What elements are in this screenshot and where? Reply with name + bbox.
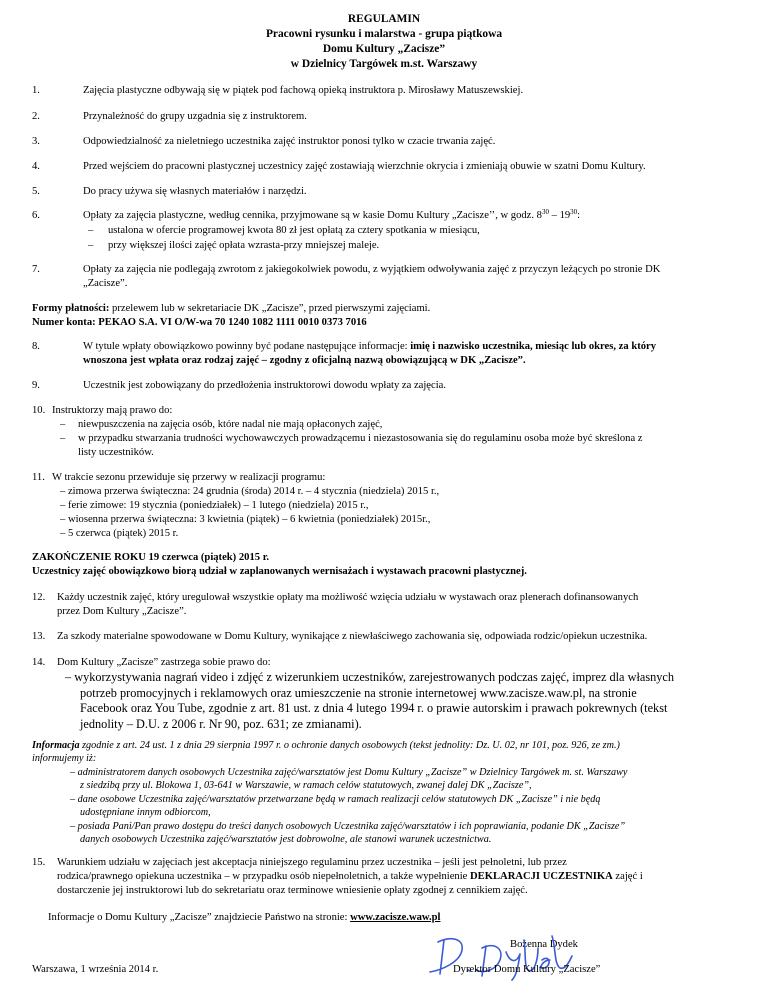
season-end: ZAKOŃCZENIE ROKU 19 czerwca (piątek) 2015 r. <box>32 552 270 563</box>
gdpr-info: Informacja zgodnie z art. 24 ust. 1 z dnia 29 sierpnia 1997 r. o ochronie danych osobowych (tekst jednolity: Dz. U. 02, nr 101, poz. 926, ze zm.) <box>32 740 620 751</box>
place-date: Warszawa, 1 września 2014 r. <box>32 964 159 975</box>
bullet-text: przy większej ilości zajęć opłata wzrasta-przy mniejszej maleje. <box>108 240 380 251</box>
item-text-cont: „Zacisze”. <box>83 278 128 289</box>
item-text: Odpowiedzialność za nieletniego uczestnika zajęć instruktor ponosi tylko w czacie trwania zajęć. <box>83 136 496 147</box>
signer-name: Bożenna Dydek <box>510 939 578 950</box>
bullet-dash: – <box>60 433 66 444</box>
bullet-text: w przypadku stwarzania trudności wychowawczych prowadzącemu i niezastosowania się do regulaminu osoba może być skreślona z <box>78 433 643 444</box>
header-subtitle: Pracowni rysunku i malarstwa - grupa piątkowa <box>265 28 503 40</box>
rights-text: – wykorzystywania nagrań video i zdjęć z wizerunkiem uczestników, zarejestrowanych podczas zajęć, imprez dla własnych <box>65 670 675 684</box>
gdpr-item: – administratorem danych osobowych Uczestnika zajęć/warsztatów jest Domu Kultury „Zacisze” w Dzielnicy Targówek m. st. Warszawy <box>70 767 628 778</box>
gdpr-info-cont: informujemy iż: <box>32 753 97 764</box>
website-info: Informacje o Domu Kultury „Zacisze” znajdziecie Państwo na stronie: www.zacisze.waw.pl <box>48 912 441 923</box>
bank-account: Numer konta: PEKAO S.A. VI O/W-wa 70 1240 1082 1111 0010 0373 7016 <box>32 317 367 328</box>
item-text: Uczestnik jest zobowiązany do przedłożenia instruktorowi dowodu wpłaty za zajęcia. <box>83 380 447 391</box>
bullet-text-cont: listy uczestników. <box>78 447 154 458</box>
item-text: Do pracy używa się własnych materiałów i narzędzi. <box>83 186 307 197</box>
item-number: 2. <box>32 111 40 122</box>
rights-text-cont: potrzeb promocyjnych i reklamowych oraz umieszczenie na stronie internetowej www.zacisze.waw.pl, na stronie <box>80 686 637 700</box>
item-number: 3. <box>32 136 40 147</box>
item-text-cont: rodzica/prawnego opiekuna uczestnika – w przypadku osób niepełnoletnich, a także wypełnienie DEKLARACJI UCZESTNIKA zajęć i <box>57 871 643 882</box>
break-item: – wiosenna przerwa świąteczna: 3 kwietnia (piątek) – 6 kwietnia (poniedziałek) 2015r., <box>60 514 431 525</box>
header-district: w Dzielnicy Targówek m.st. Warszawy <box>290 58 478 70</box>
item-text: Każdy uczestnik zajęć, który uregulował wszystkie opłaty ma możliwość wzięcia udziału w wystawach oraz plenerach dofinansowanych <box>57 592 639 603</box>
item-number: 6. <box>32 210 40 221</box>
item-number: 15. <box>32 857 46 868</box>
item-text: Warunkiem udziału w zajęciach jest akceptacja niniejszego regulaminu przez uczestnika – jeśli jest pełnoletni, lub przez <box>57 857 567 868</box>
item-text: Za szkody materialne spowodowane w Domu Kultury, wynikające z niewłaściwego zachowania się, odpowiada rodzic/opiekun uczestnika. <box>57 631 648 642</box>
item-text: Przed wejściem do pracowni plastycznej uczestnicy zajęć zostawiają wierzchnie okrycia i zmieniają obuwie w szatni Domu Kultury. <box>83 161 646 172</box>
rights-text-cont: Facebook oraz You Tube, zgodnie z art. 81 ust. z dnia 4 lutego 1994 r. o prawie autorskim i prawach pokrewnych (tekst <box>80 701 668 715</box>
item-number: 11. <box>32 472 45 483</box>
item-text: Zajęcia plastyczne odbywają się w piątek pod fachową opieką instruktora p. Mirosławy Matuszewskiej. <box>83 85 524 96</box>
item-text: Instruktorzy mają prawo do: <box>52 405 173 416</box>
exhibitions-note: Uczestnicy zajęć obowiązkowo biorą udział w zaplanowanych wernisażach i wystawach pracowni plastycznej. <box>32 566 527 577</box>
item-number: 9. <box>32 380 40 391</box>
bullet-dash: – <box>88 225 94 236</box>
item-number: 8. <box>32 341 40 352</box>
item-text-cont: przez Dom Kultury „Zacisze”. <box>57 606 187 617</box>
item-number: 14. <box>32 657 46 668</box>
gdpr-item-cont: udostępniane innym odbiorcom, <box>80 807 211 818</box>
item-number: 10. <box>32 405 46 416</box>
break-item: – 5 czerwca (piątek) 2015 r. <box>60 528 179 539</box>
item-text: Przynależność do grupy uzgadnia się z instruktorem. <box>83 111 307 122</box>
header-institution: Domu Kultury „Zacisze” <box>322 43 446 55</box>
gdpr-item: – posiada Pani/Pan prawo dostępu do treści danych osobowych Uczestnika zajęć/warsztatów i ich poprawiania, podanie DK „Zacisze” <box>70 821 626 832</box>
signer-role: Dyrektor Domu Kultury „Zacisze” <box>453 964 601 975</box>
item-text: Dom Kultury „Zacisze” zastrzega sobie prawo do: <box>57 657 271 668</box>
gdpr-item-cont: danych osobowych Uczestnika zajęć/warsztatów jest dobrowolne, ale stanowi warunek uczestnictwa. <box>80 834 492 845</box>
item-number: 13. <box>32 631 46 642</box>
payment-methods: Formy płatności: przelewem lub w sekretariacie DK „Zacisze”, przed pierwszymi zajęciami. <box>32 303 431 314</box>
item-text: Opłaty za zajęcia plastyczne, według cennika, przyjmowane są w kasie Domu Kultury „Zacisze’’, w godz. $8^{30} - 19^{30}$: <box>83 208 581 221</box>
item-number: 1. <box>32 85 40 96</box>
break-item: – zimowa przerwa świąteczna: 24 grudnia (środa) 2014 r. – 4 stycznia (niedziela) 2015 r., <box>60 486 440 497</box>
website-link[interactable]: www.zacisze.waw.pl <box>350 912 441 923</box>
item-number: 12. <box>32 592 46 603</box>
break-item: – ferie zimowe: 19 stycznia (poniedziałek) – 1 lutego (niedziela) 2015 r., <box>60 500 369 511</box>
rights-text-cont: jednolity – D.U. z 2006 r. Nr 90, poz. 631; ze zmianami). <box>80 717 362 731</box>
item-number: 4. <box>32 161 40 172</box>
item-number: 7. <box>32 264 40 275</box>
header-title: REGULAMIN <box>347 13 421 25</box>
bullet-text: niewpuszczenia na zajęcia osób, które nadal nie mają opłaconych zajęć, <box>78 419 383 430</box>
item-text-cont: wnoszona jest wpłata oraz rodzaj zajęć – zgodny z oficjalną nazwą obowiązującą w DK „Zacisze”. <box>83 355 526 366</box>
item-text-cont: dostarczenie jej instruktorowi lub do sekretariatu oraz terminowe wniesienie opłaty zgodnej z cennikiem zajęć. <box>57 885 528 896</box>
item-text: W trakcie sezonu przewiduje się przerwy w realizacji programu: <box>52 472 326 483</box>
bullet-dash: – <box>88 240 94 251</box>
gdpr-item: – dane osobowe Uczestnika zajęć/warsztatów przetwarzane będą w ramach realizacji celów statutowych DK „Zacisze” i nie będą <box>70 794 601 805</box>
item-text: W tytule wpłaty obowiązkowo powinny być podane następujące informacje: imię i nazwisko uczestnika, miesiąc lub okres, za który <box>83 341 657 352</box>
document-header <box>0 12 768 72</box>
item-text: Opłaty za zajęcia nie podlegają zwrotom z jakiegokolwiek powodu, z wyjątkiem odwoływania zajęć z przyczyn leżących po stronie DK <box>83 264 661 275</box>
bullet-dash: – <box>60 419 66 430</box>
gdpr-item-cont: z siedzibą przy ul. Blokowa 1, 03-641 w Warszawie, w ramach celów statutowych, zwanej dalej DK „Zacisze”, <box>80 780 532 791</box>
bullet-text: ustalona w ofercie programowej kwota 80 zł jest opłatą za cztery spotkania w miesiącu, <box>108 225 480 236</box>
item-number: 5. <box>32 186 40 197</box>
